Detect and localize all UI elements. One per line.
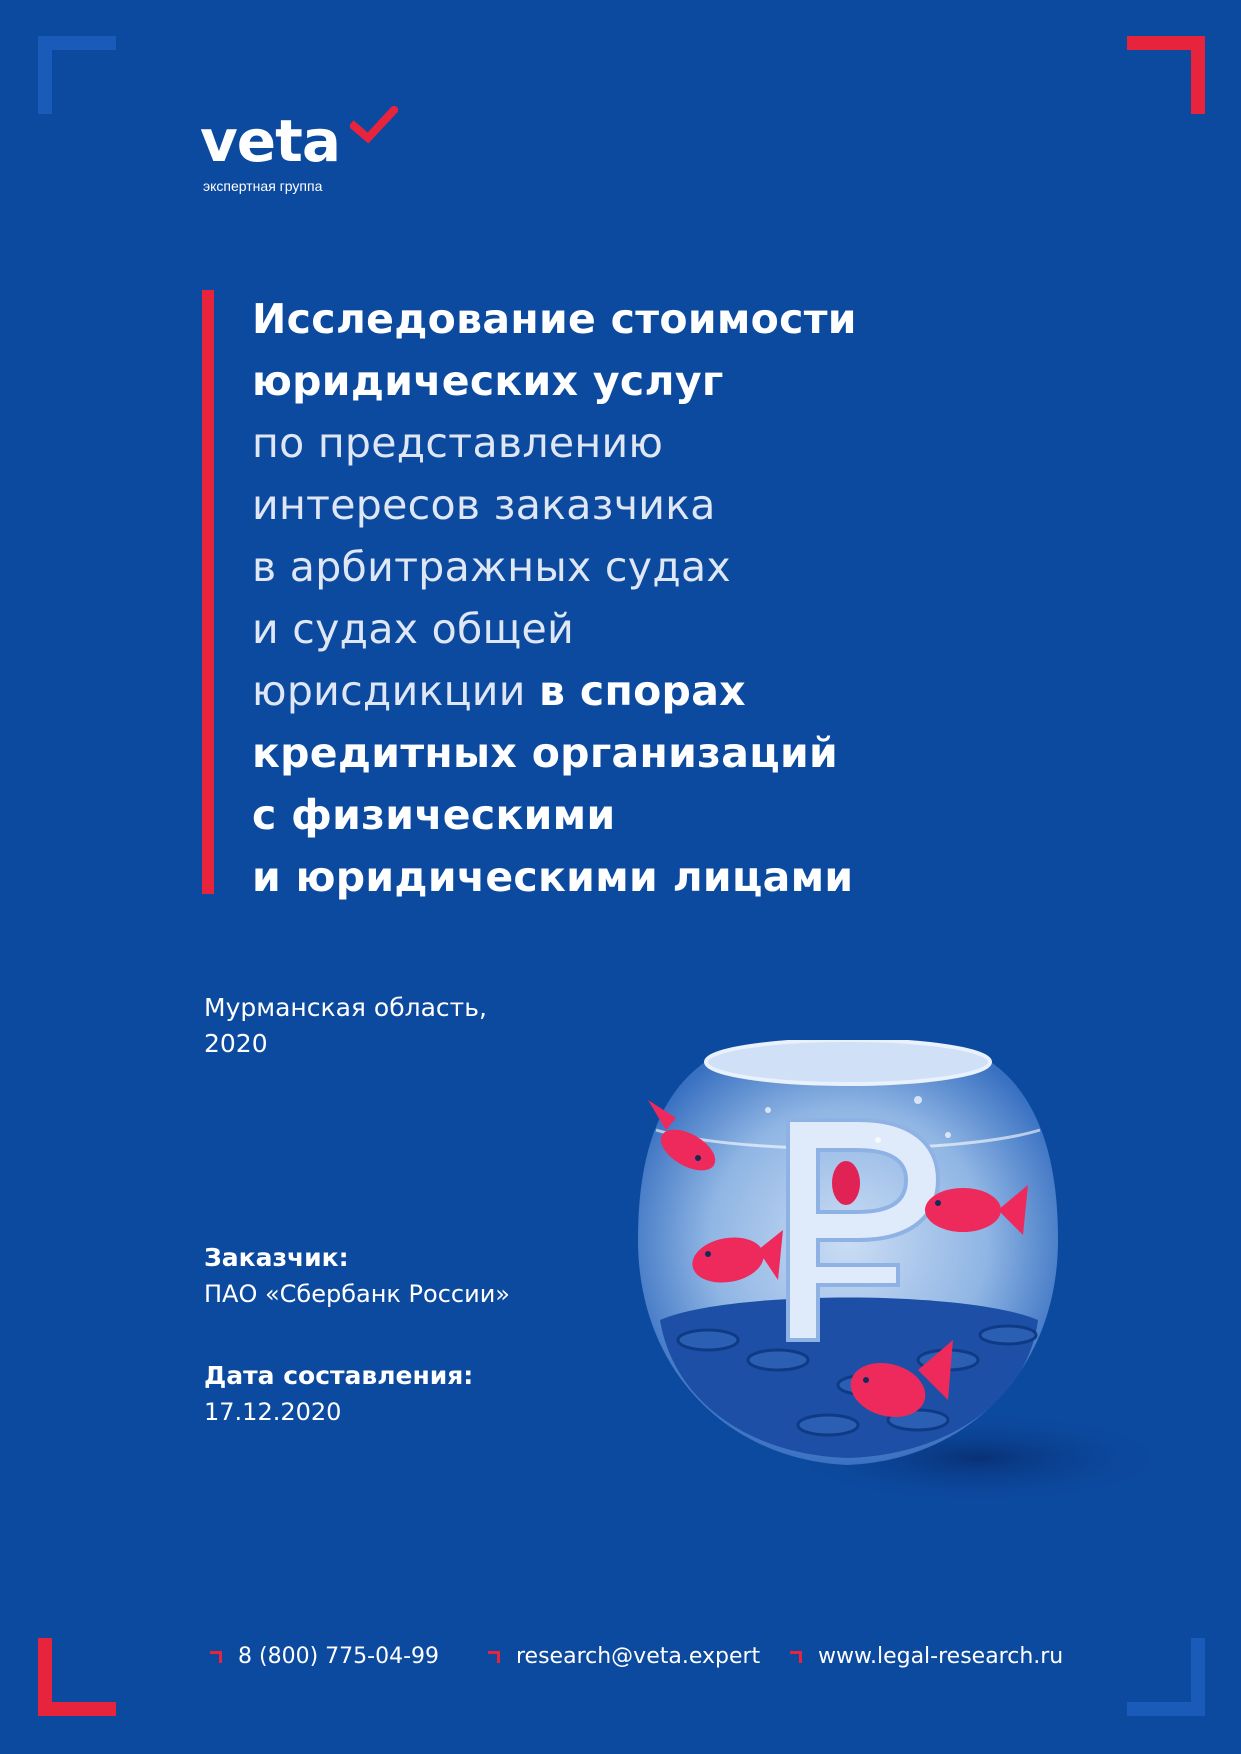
title-line: по представлению	[252, 419, 664, 467]
title-line: юридических услуг	[252, 357, 724, 405]
title-line: юрисдикции в спорах	[252, 667, 746, 715]
email-link[interactable]: research@veta.expert	[516, 1644, 761, 1669]
date-block	[204, 1358, 473, 1430]
document-title	[252, 288, 1152, 908]
footer-website[interactable]	[790, 1644, 1063, 1669]
corner-bracket-top-left	[38, 36, 116, 114]
date-label: Дата составления:	[204, 1361, 474, 1390]
veta-logo	[200, 107, 341, 194]
logo-subtitle: экспертная группа	[203, 178, 323, 194]
corner-arrow-icon	[210, 1651, 222, 1663]
logo-wordmark: veta	[200, 107, 341, 175]
footer-email[interactable]	[488, 1644, 760, 1669]
region-year	[204, 990, 487, 1062]
title-line: и судах общей	[252, 605, 575, 653]
corner-bracket-bottom-left	[38, 1638, 116, 1716]
region-name: Мурманская область,	[204, 993, 487, 1022]
corner-arrow-icon	[488, 1651, 500, 1663]
title-line: и юридическими лицами	[252, 853, 854, 901]
corner-arrow-icon	[790, 1651, 802, 1663]
title-line: кредитных организаций	[252, 729, 839, 777]
date-value: 17.12.2020	[204, 1398, 342, 1426]
title-accent-bar	[202, 290, 214, 894]
title-line: с физическими	[252, 791, 616, 839]
title-line: интересов заказчика	[252, 481, 716, 529]
title-line: Исследование стоимости	[252, 295, 857, 343]
bowl-rim	[706, 1040, 990, 1084]
checkmark-icon	[350, 106, 398, 146]
title-line: в арбитражных судах	[252, 543, 731, 591]
phone-number[interactable]: 8 (800) 775-04-99	[238, 1644, 439, 1669]
footer-phone[interactable]	[210, 1644, 439, 1669]
fishbowl-illustration	[618, 1040, 1158, 1510]
customer-block	[204, 1240, 510, 1312]
corner-bracket-bottom-right	[1127, 1638, 1205, 1716]
customer-value: ПАО «Сбербанк России»	[204, 1280, 510, 1308]
customer-label: Заказчик:	[204, 1243, 349, 1272]
website-link[interactable]: www.legal-research.ru	[818, 1644, 1064, 1669]
report-year: 2020	[204, 1029, 268, 1058]
corner-bracket-top-right	[1127, 36, 1205, 114]
